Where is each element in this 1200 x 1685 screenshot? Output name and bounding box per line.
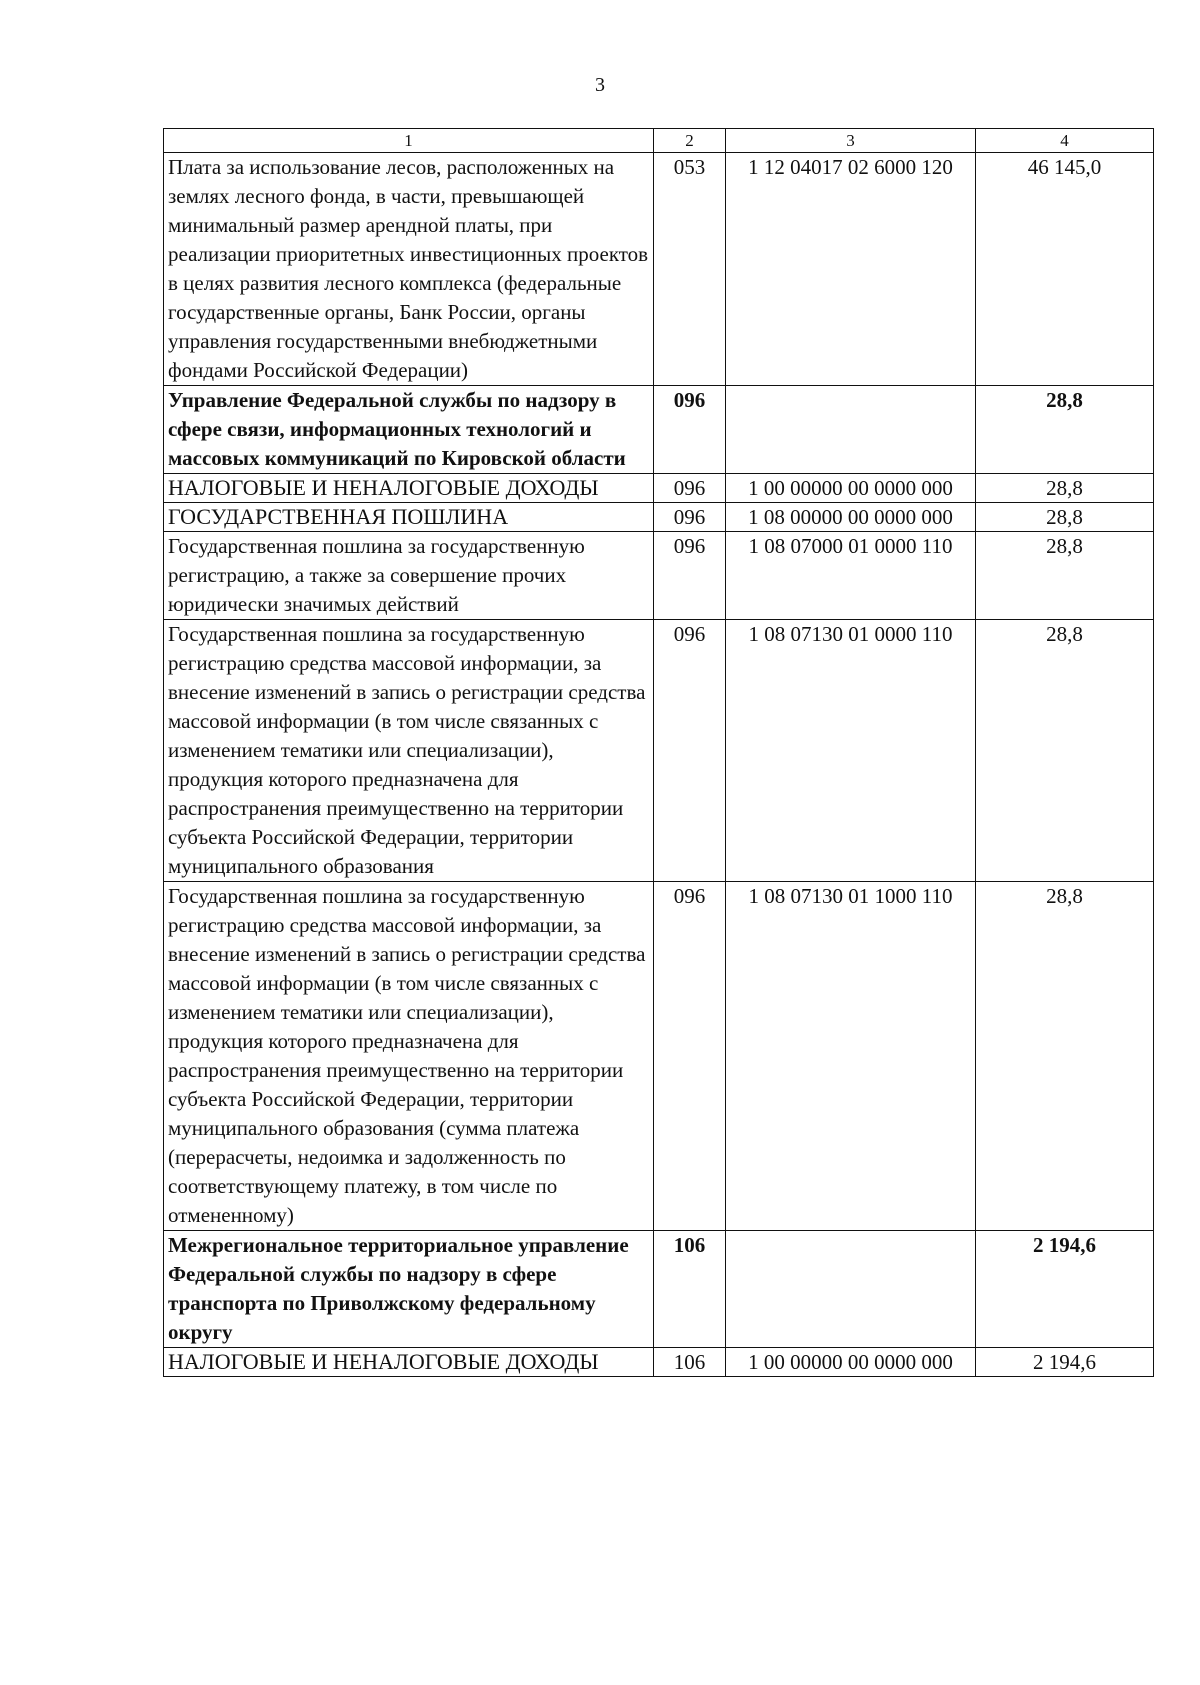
row-admin-code: 096: [654, 503, 726, 532]
row-admin-code: 106: [654, 1348, 726, 1377]
table-row: [164, 153, 1154, 386]
table-row: [164, 386, 1154, 474]
table-row: [164, 1231, 1154, 1348]
row-sum: 28,8: [976, 532, 1154, 620]
row-name: Плата за использование лесов, расположенных на землях лесного фонда, в части, превышающей минимальный размер арендной платы, при реализации приоритетных инвестиционных проектов в целях развития лесного комплекса (федеральные государственные органы, Банк России, органы управления государственными внебюджетными фондами Российской Федерации): [164, 153, 654, 386]
row-budget-code: 1 00 00000 00 0000 000: [726, 1348, 976, 1377]
row-admin-code: 106: [654, 1231, 726, 1348]
row-admin-code: 096: [654, 882, 726, 1231]
row-admin-code: 096: [654, 620, 726, 882]
row-name: Государственная пошлина за государственную регистрацию средства массовой информации, за внесение изменений в запись о регистрации средства массовой информации (в том числе связанных с изменением тематики или специализации), продукция которого предназначена для распространения преимущественно на территории субъекта Российской Федерации, территории муниципального образования: [164, 620, 654, 882]
row-name: ГОСУДАРСТВЕННАЯ ПОШЛИНА: [164, 503, 654, 532]
row-sum: 46 145,0: [976, 153, 1154, 386]
row-sum: 2 194,6: [976, 1231, 1154, 1348]
row-name: Государственная пошлина за государственную регистрацию средства массовой информации, за внесение изменений в запись о регистрации средства массовой информации (в том числе связанных с изменением тематики или специализации), продукция которого предназначена для распространения преимущественно на территории субъекта Российской Федерации, территории муниципального образования (сумма платежа (перерасчеты, недоимка и задолженность по соответствующему платежу, в том числе по отмененному): [164, 882, 654, 1231]
table-row: [164, 620, 1154, 882]
row-sum: 28,8: [976, 620, 1154, 882]
table-row: [164, 503, 1154, 532]
row-sum: 2 194,6: [976, 1348, 1154, 1377]
row-admin-code: 053: [654, 153, 726, 386]
table-row: [164, 474, 1154, 503]
row-sum: 28,8: [976, 882, 1154, 1231]
header-col-1: 1: [164, 129, 654, 153]
row-name: НАЛОГОВЫЕ И НЕНАЛОГОВЫЕ ДОХОДЫ: [164, 474, 654, 503]
row-name: Государственная пошлина за государственную регистрацию, а также за совершение прочих юридически значимых действий: [164, 532, 654, 620]
row-budget-code: 1 12 04017 02 6000 120: [726, 153, 976, 386]
table-header-row: [164, 129, 1154, 153]
row-name: Межрегиональное территориальное управление Федеральной службы по надзору в сфере транспорта по Приволжскому федеральному округу: [164, 1231, 654, 1348]
row-budget-code: [726, 1231, 976, 1348]
row-admin-code: 096: [654, 532, 726, 620]
page-number: 3: [595, 74, 605, 96]
row-sum: 28,8: [976, 386, 1154, 474]
row-budget-code: [726, 386, 976, 474]
row-name: НАЛОГОВЫЕ И НЕНАЛОГОВЫЕ ДОХОДЫ: [164, 1348, 654, 1377]
table-row: [164, 882, 1154, 1231]
row-admin-code: 096: [654, 386, 726, 474]
header-col-4: 4: [976, 129, 1154, 153]
table-row: [164, 1348, 1154, 1377]
row-budget-code: 1 08 07130 01 1000 110: [726, 882, 976, 1231]
header-col-2: 2: [654, 129, 726, 153]
row-admin-code: 096: [654, 474, 726, 503]
row-sum: 28,8: [976, 474, 1154, 503]
revenue-table: [163, 128, 1154, 1377]
table-row: [164, 532, 1154, 620]
row-budget-code: 1 08 00000 00 0000 000: [726, 503, 976, 532]
row-sum: 28,8: [976, 503, 1154, 532]
header-col-3: 3: [726, 129, 976, 153]
row-name: Управление Федеральной службы по надзору в сфере связи, информационных технологий и массовых коммуникаций по Кировской области: [164, 386, 654, 474]
row-budget-code: 1 00 00000 00 0000 000: [726, 474, 976, 503]
row-budget-code: 1 08 07130 01 0000 110: [726, 620, 976, 882]
row-budget-code: 1 08 07000 01 0000 110: [726, 532, 976, 620]
